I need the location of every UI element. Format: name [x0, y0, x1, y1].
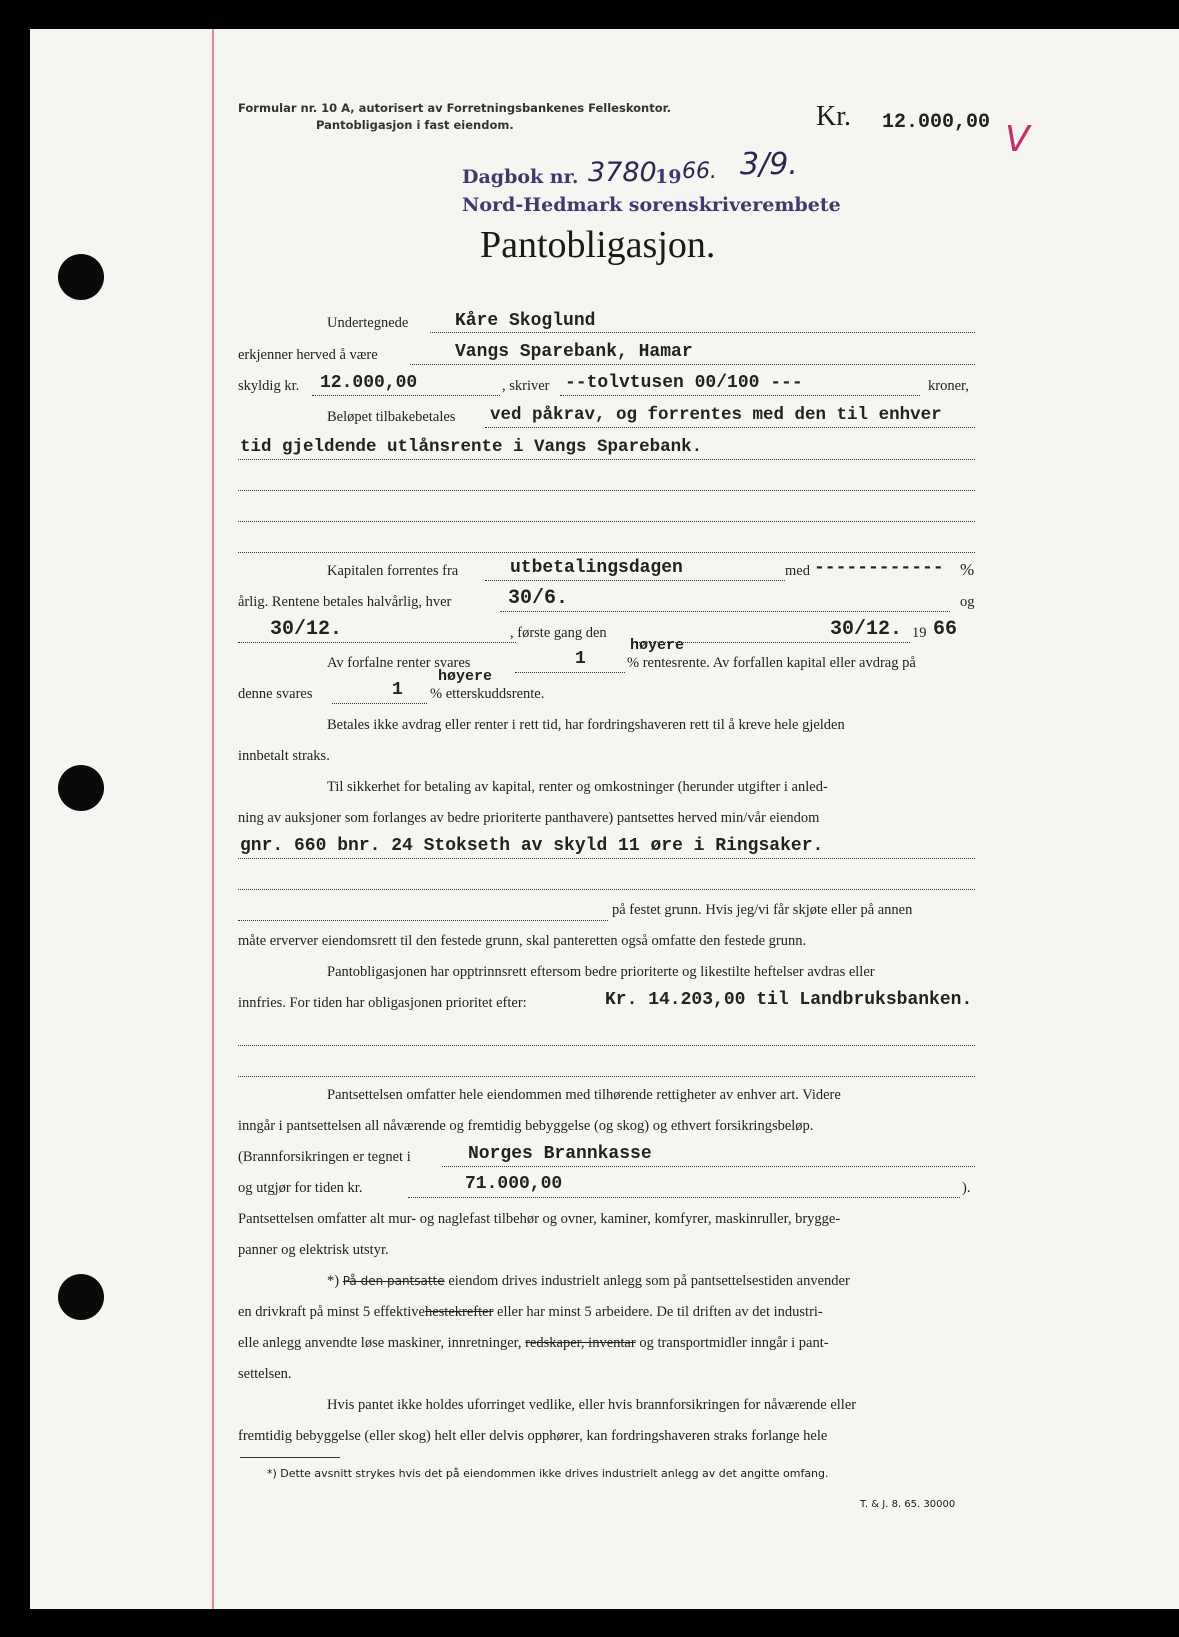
skyldig-value: 12.000,00	[320, 373, 418, 393]
check-mark: V	[1005, 119, 1030, 160]
utgjor-end: ).	[962, 1180, 971, 1196]
erkjenner-value: Vangs Sparebank, Hamar	[455, 342, 693, 362]
p-pants-1: Pantsettelsen omfatter hele eiendommen med tilhørende rettigheter av enhver art. Videre	[327, 1087, 841, 1103]
year-suffix: 66.	[682, 159, 717, 184]
belopet-value-1: ved påkrav, og forrentes med den til enhver	[490, 405, 942, 425]
erkjenner-label: erkjenner herved å være	[238, 347, 378, 363]
year-value: 66	[933, 618, 958, 641]
forfalne-value: 1	[575, 649, 586, 669]
brann-value: Norges Brannkasse	[468, 1144, 652, 1164]
dagbok-number: 3780	[588, 157, 657, 188]
punch-hole	[58, 1274, 104, 1320]
med-label: med	[785, 563, 810, 579]
p-sikkerhet-2: ning av auksjoner som forlanges av bedre prioriterte panthavere) pantsettes herved min/vår eiendom	[238, 810, 820, 826]
printer-mark: T. & J. 8. 65. 30000	[860, 1499, 956, 1510]
eiendom-value: gnr. 660 bnr. 24 Stokseth av skyld 11 øre i Ringsaker.	[240, 836, 824, 856]
percent-sign: %	[960, 560, 975, 579]
kr-amount: 12.000,00	[882, 111, 991, 134]
p-hvis-2: fremtidig bebyggelse (eller skog) helt eller delvis opphører, kan fordringshaveren straks forlange hele	[238, 1428, 828, 1444]
punch-hole	[58, 254, 104, 300]
forste-gang-label: , første gang den	[510, 625, 607, 641]
year-label: 19	[912, 625, 927, 641]
skriver-label: , skriver	[502, 378, 550, 394]
arlig-value: 30/6.	[508, 587, 569, 610]
p-industri-4: settelsen.	[238, 1366, 292, 1382]
p-industri-1: *) På den pantsatte eiendom drives industrielt anlegg som på pantsettelsestiden anvender	[327, 1273, 850, 1289]
kroner-label: kroner,	[928, 378, 969, 394]
kr-label: Kr.	[816, 101, 851, 132]
office-stamp: Nord-Hedmark sorenskriverembete	[462, 194, 841, 216]
document-title: Pantobligasjon.	[480, 224, 716, 266]
prioritet-value: Kr. 14.203,00 til Landbruksbanken.	[605, 990, 973, 1010]
utgjor-label: og utgjør for tiden kr.	[238, 1180, 363, 1196]
kapitalen-label: Kapitalen forrentes fra	[327, 563, 459, 579]
margin-line	[212, 29, 214, 1609]
punch-hole	[58, 765, 104, 811]
denne-label: denne svares	[238, 686, 313, 702]
year-prefix: 19	[655, 166, 682, 188]
undertegnede-label: Undertegnede	[327, 315, 409, 331]
p-betales-1: Betales ikke avdrag eller renter i rett tid, har fordringshaveren rett til å kreve hele gjelden	[327, 717, 845, 733]
denne-value: 1	[392, 680, 403, 700]
p-sikkerhet-1: Til sikkerhet for betaling av kapital, renter og omkostninger (herunder utgifter i anled-	[327, 779, 828, 795]
p-mur-1: Pantsettelsen omfatter alt mur- og naglefast tilbehør og ovner, kaminer, komfyrer, maskinruller, brygge-	[238, 1211, 841, 1227]
p-industri-2: en drivkraft på minst 5 effektivehestekrefter eller har minst 5 arbeidere. De til driften av det industri-	[238, 1304, 823, 1320]
form-line-2: Pantobligasjon i fast eiendom.	[316, 118, 514, 132]
p-opptrinn-2: innfries. For tiden har obligasjonen prioritet efter:	[238, 995, 527, 1011]
hoyere-1: høyere	[630, 637, 685, 654]
med-value: ------------	[814, 558, 944, 578]
forfalne-label: Av forfalne renter svares	[327, 655, 471, 671]
og-label: og	[960, 594, 975, 610]
belopet-value-2: tid gjeldende utlånsrente i Vangs Sparebank.	[240, 437, 703, 457]
footnote-rule	[240, 1457, 340, 1458]
form-line-1: Formular nr. 10 A, autorisert av Forretningsbankenes Felleskontor.	[238, 101, 672, 115]
p-betales-2: innbetalt straks.	[238, 748, 330, 764]
dagbok-label: Dagbok nr.	[462, 166, 579, 188]
brann-label: (Brannforsikringen er tegnet i	[238, 1149, 411, 1165]
kapitalen-value: utbetalingsdagen	[510, 558, 683, 578]
forste-gang-value: 30/12.	[830, 618, 903, 641]
belopet-label: Beløpet tilbakebetales	[327, 409, 456, 425]
utgjor-value: 71.000,00	[465, 1174, 563, 1194]
p-hvis-1: Hvis pantet ikke holdes uforringet vedlike, eller hvis brannforsikringen for nåværende eller	[327, 1397, 857, 1413]
hoyere-2: høyere	[438, 668, 493, 685]
denne-suffix: % etterskuddsrente.	[430, 686, 545, 702]
undertegnede-value: Kåre Skoglund	[455, 311, 596, 331]
p-festet-2: måte erverver eiendomsrett til den festede grunn, skal panteretten også omfatte den festede grunn.	[238, 933, 807, 949]
stamp-date: 3/9.	[740, 147, 798, 182]
forfalne-suffix: % rentesrente. Av forfallen kapital eller avdrag på	[627, 655, 916, 671]
p-industri-3: elle anlegg anvendte løse maskiner, innretninger, redskaper, inventar og transportmidler inngår i pant-	[238, 1335, 829, 1351]
document-page	[30, 29, 1179, 1609]
second-date: 30/12.	[270, 618, 343, 641]
p-mur-2: panner og elektrisk utstyr.	[238, 1242, 389, 1258]
skriver-value: --tolvtusen 00/100 ---	[565, 373, 803, 393]
p-festet-1: på festet grunn. Hvis jeg/vi får skjøte eller på annen	[612, 902, 913, 918]
p-opptrinn-1: Pantobligasjonen har opptrinnsrett eftersom bedre prioriterte og likestilte heftelser avdras eller	[327, 964, 875, 980]
arlig-label: årlig. Rentene betales halvårlig, hver	[238, 594, 452, 610]
p-pants-2: inngår i pantsettelsen all nåværende og fremtidig bebyggelse (og skog) og ethvert forsikringsbeløp.	[238, 1118, 814, 1134]
footnote: *) Dette avsnitt strykes hvis det på eiendommen ikke drives industrielt anlegg av det angitte omfang.	[267, 1467, 829, 1480]
skyldig-label: skyldig kr.	[238, 378, 300, 394]
